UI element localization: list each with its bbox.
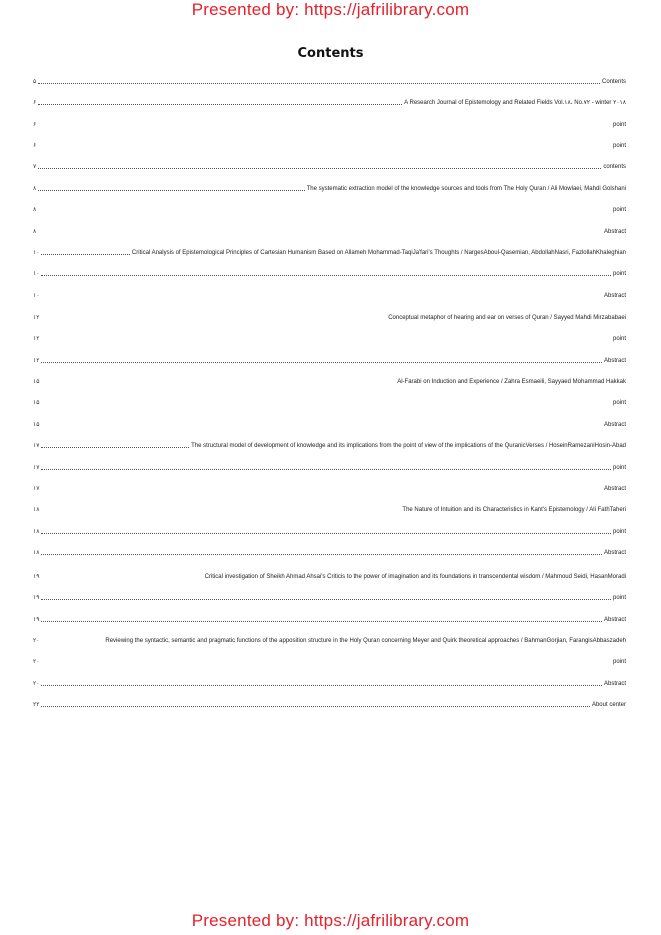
- toc-entry-title: The systematic extraction model of the knowledge sources and tools from The Holy Quran / Ali Mowlaei, Mahdi Golshani: [306, 186, 626, 192]
- toc-page-number: ۵: [33, 79, 37, 85]
- toc-leader-dots: [41, 443, 189, 448]
- toc-page-number: ۱۵: [33, 379, 40, 385]
- toc-entry[interactable]: [33, 291, 626, 301]
- toc-entry-title: Abstract: [603, 358, 626, 364]
- toc-leader-dots: [41, 595, 611, 600]
- toc-page-number: ۲۲: [33, 702, 40, 708]
- toc-entry[interactable]: [33, 572, 626, 582]
- toc-leader-dots: [38, 122, 611, 127]
- toc-leader-dots: [41, 638, 103, 643]
- toc-entry[interactable]: [33, 484, 626, 494]
- toc-entry-title: About center: [591, 702, 626, 708]
- toc-entry[interactable]: [33, 636, 626, 646]
- toc-leader-dots: [41, 486, 602, 491]
- toc-page-number: ۲۰: [33, 659, 40, 665]
- toc-leader-dots: [41, 529, 611, 534]
- toc-page-number: ۱۷: [33, 465, 40, 471]
- toc-entry[interactable]: [33, 184, 626, 194]
- toc-page-number: ۱۸: [33, 507, 40, 513]
- toc-leader-dots: [38, 79, 600, 84]
- toc-leader-dots: [41, 358, 602, 363]
- toc-page-number: ۱۷: [33, 443, 40, 449]
- toc-page-number: ۱۰: [33, 293, 40, 299]
- toc-entry[interactable]: [33, 334, 626, 344]
- toc-entry-title: A Research Journal of Epistemology and Related Fields Vol.۱۸، No.۷۲ - winter ۲۰۱۸: [404, 100, 626, 106]
- toc-entry-title: contents: [603, 164, 626, 170]
- toc-entry[interactable]: [33, 548, 626, 558]
- toc-leader-dots: [41, 659, 611, 664]
- toc-page-number: ۶: [33, 100, 37, 106]
- toc-entry-title: Abstract: [603, 550, 626, 556]
- toc-entry[interactable]: [33, 141, 626, 151]
- toc-entry-title: point: [612, 529, 626, 535]
- toc-entry[interactable]: [33, 527, 626, 537]
- toc-entry[interactable]: [33, 505, 626, 515]
- toc-entry[interactable]: [33, 463, 626, 473]
- toc-leader-dots: [38, 229, 602, 234]
- toc-entry[interactable]: [33, 269, 626, 279]
- toc-page-number: ۱۹: [33, 574, 40, 580]
- toc-entry[interactable]: [33, 98, 626, 108]
- toc-entry-title: Al-Farabi on Induction and Experience / Zahra Esmaeili, Sayyaed Mohammad Hakkak: [397, 379, 626, 385]
- toc-leader-dots: [41, 465, 611, 470]
- toc-entry-title: point: [612, 336, 626, 342]
- toc-entry-title: Contents: [601, 79, 626, 85]
- toc-page-number: ۶: [33, 143, 37, 149]
- toc-leader-dots: [41, 271, 611, 276]
- toc-entry[interactable]: [33, 700, 626, 710]
- toc-page-number: ۶: [33, 122, 37, 128]
- toc-entry[interactable]: [33, 313, 626, 323]
- toc-entry-title: Abstract: [603, 422, 626, 428]
- toc-page-number: ۱۰: [33, 271, 40, 277]
- toc-entry-title: point: [612, 400, 626, 406]
- toc-leader-dots: [41, 250, 129, 255]
- toc-entry-title: point: [612, 595, 626, 601]
- toc-leader-dots: [38, 207, 611, 212]
- toc-entry[interactable]: [33, 593, 626, 603]
- toc-leader-dots: [41, 702, 590, 707]
- toc-entry-title: point: [612, 465, 626, 471]
- toc-leader-dots: [38, 143, 611, 148]
- toc-entry-title: point: [612, 659, 626, 665]
- toc-page-number: ۱۹: [33, 617, 40, 623]
- toc-entry[interactable]: [33, 441, 626, 451]
- toc-page-number: ۸: [33, 207, 37, 213]
- toc-leader-dots: [41, 400, 611, 405]
- toc-entry[interactable]: [33, 356, 626, 366]
- toc-entry-title: point: [612, 143, 626, 149]
- toc-entry-title: The Nature of Intuition and its Characteristics in Kant's Epistemology / Ali FathTaheri: [402, 507, 626, 513]
- toc-entry[interactable]: [33, 77, 626, 87]
- toc-leader-dots: [41, 293, 602, 298]
- toc-page-number: ۸: [33, 229, 37, 235]
- toc-leader-dots: [41, 617, 602, 622]
- toc-page-number: ۱۲: [33, 358, 40, 364]
- toc-leader-dots: [41, 315, 386, 320]
- toc-entry[interactable]: [33, 120, 626, 130]
- toc-leader-dots: [41, 507, 400, 512]
- toc-entry-title: point: [612, 207, 626, 213]
- toc-entry-title: Critical Analysis of Epistemological Principles of Cartesian Humanism Based on Allameh Mohammad-TaqiJa'fari's Thoughts / NargesAboul-Qasemian, AbdollahNasri, FazlollahKhaleghian: [131, 250, 626, 256]
- watermark-bottom: Presented by: https://jafrilibrary.com: [191, 911, 470, 930]
- toc-entry[interactable]: [33, 162, 626, 172]
- toc-entry[interactable]: [33, 377, 626, 387]
- toc-entry[interactable]: [33, 227, 626, 237]
- toc-entry[interactable]: [33, 420, 626, 430]
- toc-entry-title: Abstract: [603, 293, 626, 299]
- toc-entry[interactable]: [33, 657, 626, 667]
- watermark-top: Presented by: https://jafrilibrary.com: [191, 0, 470, 19]
- toc-entry-title: The structural model of development of knowledge and its implications from the point of view of the implications of the QuranicVerses / HoseinRamezaniHosin-Abad: [191, 443, 626, 449]
- toc-page-number: ۸: [33, 186, 37, 192]
- toc-entry-title: Abstract: [603, 486, 626, 492]
- toc-page-number: ۲۰: [33, 681, 40, 687]
- toc-entry-title: Abstract: [603, 617, 626, 623]
- toc-page-number: ۱۷: [33, 486, 40, 492]
- toc-page-number: ۱۰: [33, 250, 40, 256]
- toc-entry[interactable]: [33, 679, 626, 689]
- page-title: Contents: [297, 46, 364, 61]
- toc-entry-title: Conceptual metaphor of hearing and ear on verses of Quran / Sayyed Mahdi Mirzababaei: [388, 315, 626, 321]
- toc-entry-title: Critical investigation of Sheikh Ahmad Ahsai's Criticis to the power of imagination and its foundations in transcendental wisdom / Mahmoud Seidi, HasanMoradi: [204, 574, 626, 580]
- toc-entry[interactable]: [33, 205, 626, 215]
- toc-entry[interactable]: [33, 615, 626, 625]
- toc-page-number: ۲۰: [33, 638, 40, 644]
- toc-page-number: ۱۸: [33, 529, 40, 535]
- toc-entry-title: Reviewing the syntactic, semantic and pragmatic functions of the apposition structure in the Holy Quran concerning Meyer and Quirk theoretical approaches / BahmanGorjian, FarangisAbbaszadeh: [105, 638, 626, 644]
- toc-page-number: ۷: [33, 164, 37, 170]
- toc-entry-title: point: [612, 122, 626, 128]
- toc-page-number: ۱۹: [33, 595, 40, 601]
- toc-page-number: ۱۵: [33, 400, 40, 406]
- toc-page-number: ۱۲: [33, 315, 40, 321]
- toc-entry-title: Abstract: [603, 229, 626, 235]
- toc-entry[interactable]: [33, 248, 626, 258]
- toc-leader-dots: [41, 336, 611, 341]
- toc-entry-title: point: [612, 271, 626, 277]
- toc-leader-dots: [41, 422, 602, 427]
- toc-page-number: ۱۵: [33, 422, 40, 428]
- toc-leader-dots: [41, 681, 602, 686]
- toc-page-number: ۱۸: [33, 550, 40, 556]
- toc-leader-dots: [38, 100, 402, 105]
- toc-page-number: ۱۲: [33, 336, 40, 342]
- toc-entry-title: Abstract: [603, 681, 626, 687]
- toc-leader-dots: [38, 186, 304, 191]
- toc-leader-dots: [38, 164, 601, 169]
- toc-leader-dots: [41, 379, 395, 384]
- toc-leader-dots: [41, 550, 602, 555]
- toc-leader-dots: [41, 574, 202, 579]
- toc-entry[interactable]: [33, 398, 626, 408]
